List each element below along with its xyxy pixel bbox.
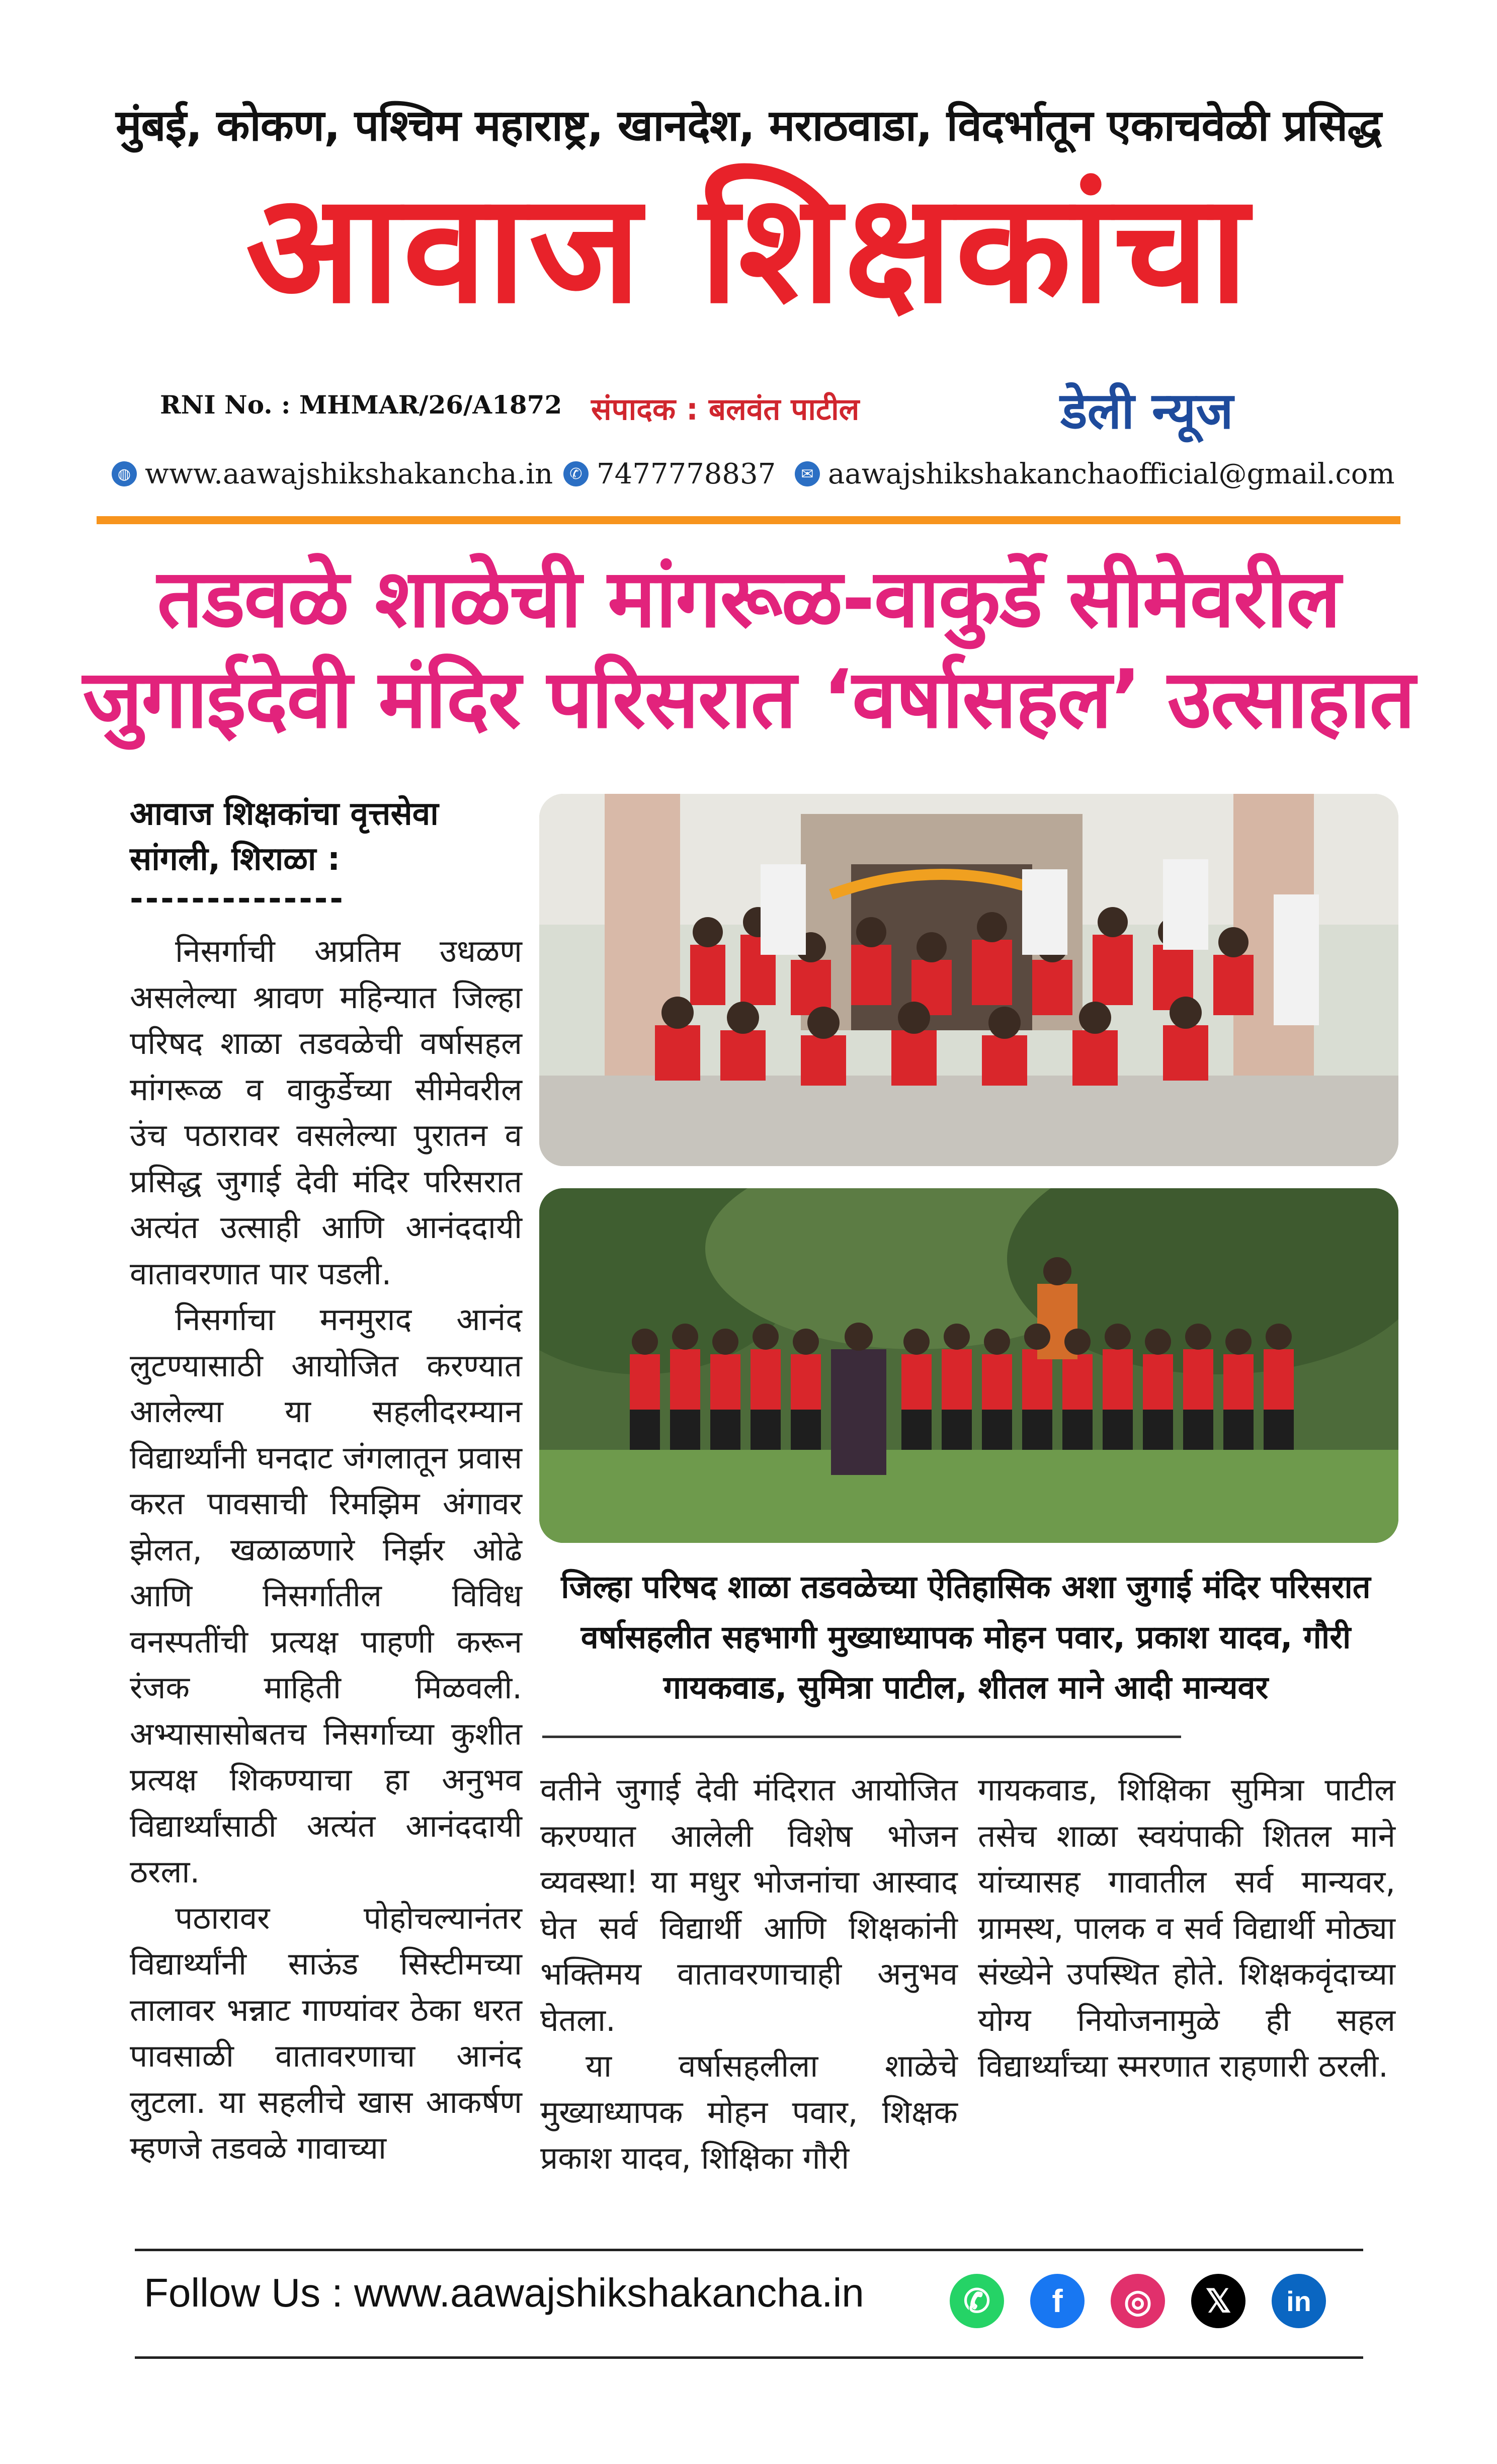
editor-name: संपादक : बलवंत पाटील (591, 392, 860, 427)
footer-top-rule (135, 2249, 1363, 2251)
caption-divider (542, 1736, 1181, 1738)
facebook-icon[interactable]: f (1030, 2274, 1085, 2328)
article-column-3 (978, 1767, 1395, 2089)
article-column-2 (540, 1767, 958, 2181)
globe-icon: ◍ (112, 461, 137, 486)
article-paragraph: या वर्षासहलीला शाळेचे मुख्याध्यापक मोहन पवार, शिक्षक प्रकाश यादव, शिक्षिका गौरी (540, 2047, 958, 2176)
follow-us-text[interactable]: Follow Us : www.aawajshikshakancha.in (144, 2270, 864, 2315)
masthead-divider (97, 516, 1400, 524)
phone-icon: ✆ (563, 461, 589, 486)
rni-number: RNI No. : MHMAR/26/A1872 (160, 390, 562, 420)
phone-contact[interactable] (563, 454, 776, 494)
website-contact[interactable] (112, 454, 553, 494)
email-icon: ✉ (795, 461, 820, 486)
footer-bottom-rule (135, 2356, 1363, 2359)
temple-photo-graphic (539, 794, 1398, 1166)
masthead-regions: मुंबई, कोकण, पश्चिम महाराष्ट्र, खानदेश, मराठवाडा, विदर्भातून एकाचवेळी प्रसिद्ध (116, 101, 1381, 151)
article-paragraph: गायकवाड, शिक्षिका सुमित्रा पाटील तसेच शाळा स्वयंपाकी शितल माने यांच्यासह गावातील सर्व मान्यवर, ग्रामस्थ, पालक व सर्व विद्यार्थी मोठ्या संख्येने उपस्थित होते. शिक्षकवृंदाच्या योग्य नियोजनामुळे ही सहल विद्यार्थ्यांच्या स्मरणात राहणारी ठरली. (978, 1771, 1395, 2084)
email-text: aawajshikshakanchaofficial@gmail.com (828, 457, 1395, 490)
byline-agency: आवाज शिक्षकांचा वृत्तसेवा (130, 795, 439, 833)
whatsapp-icon[interactable]: ✆ (950, 2274, 1004, 2328)
article-paragraph: वतीने जुगाई देवी मंदिरात आयोजित करण्यात आलेली विशेष भोजन व्यवस्था! या मधुर भोजनांचा आस्वाद घेत सर्व विद्यार्थी आणि शिक्षकांनी भक्तिमय वातावरणाचाही अनुभव घेतला. (540, 1771, 958, 2038)
headline-line-1: तडवळे शाळेची मांगरूळ-वाकुर्डे सीमेवरील (157, 551, 1340, 645)
instagram-icon[interactable]: ◎ (1111, 2274, 1165, 2328)
x-icon[interactable]: 𝕏 (1191, 2274, 1245, 2328)
masthead-title: आवाज शिक्षकांचा (245, 161, 1252, 337)
linkedin-icon[interactable]: in (1272, 2274, 1326, 2328)
email-contact[interactable] (795, 454, 1395, 494)
byline-separator: -------------- (130, 880, 345, 918)
article-column-1 (130, 928, 522, 2171)
group-photo-forest (539, 1188, 1398, 1543)
article-paragraph: निसर्गाचा मनमुराद आनंद लुटण्यासाठी आयोजित करण्यात आलेल्या या सहलीदरम्यान विद्यार्थ्यांनी घनदाट जंगलातून प्रवास करत पावसाची रिमझिम अंगावर झेलत, खळाळणारे निर्झर ओढे आणि निसर्गातील विविध वनस्पतींची प्रत्यक्ष पाहणी करून रंजक माहिती मिळवली. अभ्यासासोबतच निसर्गाच्या कुशीत प्रत्यक्ष शिकण्याचा हा अनुभव विद्यार्थ्यांसाठी अत्यंत आनंददायी ठरला. (130, 1301, 522, 1890)
website-text: www.aawajshikshakancha.in (145, 457, 553, 490)
phone-text: 7477778837 (597, 457, 776, 490)
forest-photo-graphic (539, 1188, 1398, 1543)
headline-line-2: जुगाईदेवी मंदिर परिसरात ‘वर्षासहल’ उत्साहात (82, 652, 1415, 746)
group-photo-temple (539, 794, 1398, 1166)
edition-label: डेली न्यूज (1060, 381, 1233, 440)
byline-location: सांगली, शिराळा : (130, 841, 341, 878)
article-paragraph: निसर्गाची अप्रतिम उधळण असलेल्या श्रावण महिन्यात जिल्हा परिषद शाळा तडवळेची वर्षासहल मांगरूळ व वाकुर्डेच्या सीमेवरील उंच पठारावर वसलेल्या पुरातन व प्रसिद्ध जुगाई देवी मंदिर परिसरात अत्यंत उत्साही आणि आनंददायी वातावरणात पार पडली. (130, 933, 522, 1292)
photo-caption: जिल्हा परिषद शाळा तडवळेच्या ऐतिहासिक अशा जुगाई मंदिर परिसरात वर्षासहलीत सहभागी मुख्याध्यापक मोहन पवार, प्रकाश यादव, गौरी गायकवाड, सुमित्रा पाटील, शीतल माने आदी मान्यवर (561, 1569, 1371, 1706)
article-paragraph: पठारावर पोहोचल्यानंतर विद्यार्थ्यांनी साऊंड सिस्टीमच्या तालावर भन्नाट गाण्यांवर ठेका धरत पावसाळी वातावरणाचा आनंद लुटला. या सहलीचे खास आकर्षण म्हणजे तडवळे गावाच्या (130, 1899, 522, 2166)
